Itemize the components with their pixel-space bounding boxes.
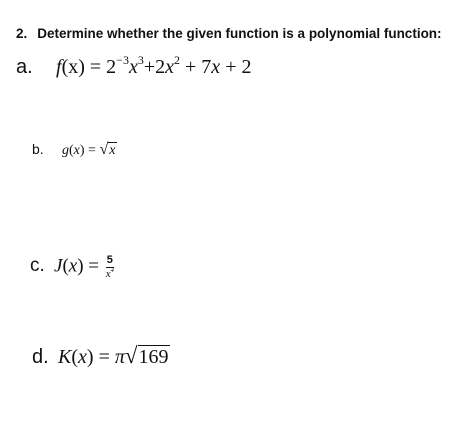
item-label: b. [32, 141, 44, 157]
item-d [32, 343, 170, 369]
question-heading [16, 26, 442, 41]
item-label: a. [16, 56, 33, 78]
formula-a: $f(x) = 2^{-3}x^3+2x^2 + 7x + 2$ [56, 53, 252, 78]
item-label: d. [32, 346, 49, 368]
item-a [16, 53, 252, 79]
item-b [32, 141, 117, 159]
formula-c: J(x) = $\frac{5}{x^4}$ [54, 254, 114, 280]
question-number: 2. [16, 26, 28, 41]
fraction: $\frac{5}{x^4}$ [105, 254, 114, 280]
item-label: c. [30, 255, 45, 277]
item-c [30, 254, 114, 280]
formula-b: g(x) = √x [62, 141, 116, 158]
question-text: Determine whether the given function is a polynomial function: [37, 26, 442, 41]
formula-d: K(x) = π√169 [58, 343, 169, 368]
